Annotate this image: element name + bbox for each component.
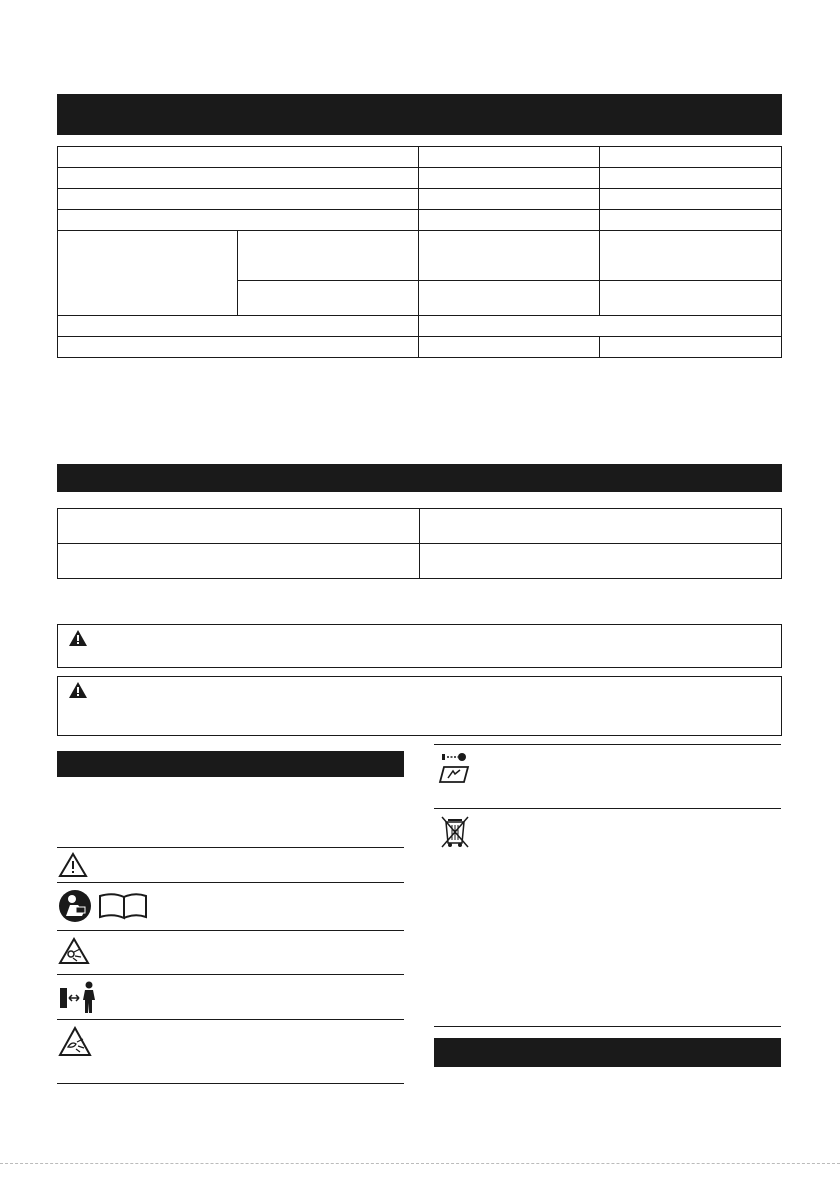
warning-box xyxy=(57,676,782,736)
spec-cell xyxy=(58,210,419,231)
divider xyxy=(57,974,404,975)
applicable-table xyxy=(57,508,782,579)
spec-row xyxy=(58,189,782,210)
spec-cell xyxy=(237,281,418,316)
spec-row xyxy=(58,316,782,337)
spec-cell xyxy=(600,168,782,189)
divider xyxy=(57,1019,404,1020)
spec-cell xyxy=(418,316,782,337)
spec-cell xyxy=(58,231,238,316)
divider xyxy=(57,882,404,883)
table-row xyxy=(58,509,782,544)
warning-triangle-icon xyxy=(68,629,88,647)
spec-cell xyxy=(418,231,600,281)
spec-cell xyxy=(418,281,600,316)
spec-row xyxy=(58,168,782,189)
divider xyxy=(434,744,781,745)
spec-cell xyxy=(418,210,600,231)
divider xyxy=(434,1026,781,1027)
spec-cell xyxy=(600,337,782,358)
spec-cell xyxy=(600,281,782,316)
divider xyxy=(434,808,781,809)
spec-cell xyxy=(600,147,782,168)
spec-cell xyxy=(58,316,419,337)
spec-cell xyxy=(600,189,782,210)
divider xyxy=(57,930,404,931)
divider xyxy=(57,847,404,848)
spec-cell xyxy=(418,147,600,168)
spec-cell xyxy=(418,189,600,210)
page-trim-line xyxy=(0,1163,840,1164)
spec-row xyxy=(58,337,782,358)
spec-cell xyxy=(237,231,418,281)
specifications-header-bar xyxy=(57,94,782,135)
keep-bystanders-away-icon xyxy=(58,980,100,1014)
spec-row xyxy=(58,231,782,281)
flying-debris-icon xyxy=(58,937,90,965)
table-cell xyxy=(419,544,782,579)
table-cell xyxy=(58,509,420,544)
read-manual-icon xyxy=(58,888,148,924)
section-header-bar xyxy=(57,464,782,492)
spec-row xyxy=(58,147,782,168)
spec-cell xyxy=(600,231,782,281)
warning-triangle-icon xyxy=(58,852,88,878)
spec-cell xyxy=(600,210,782,231)
spec-cell xyxy=(58,168,419,189)
eye-hazard-icon xyxy=(58,1026,92,1058)
remove-battery-icon xyxy=(438,751,474,785)
warning-triangle-icon xyxy=(68,681,88,699)
spec-cell xyxy=(58,189,419,210)
section-header-bar xyxy=(434,1038,781,1067)
spec-cell xyxy=(58,337,419,358)
table-row xyxy=(58,544,782,579)
spec-cell xyxy=(418,337,600,358)
table-cell xyxy=(58,544,420,579)
spec-row xyxy=(58,210,782,231)
warning-box xyxy=(57,624,782,668)
divider xyxy=(57,1083,404,1084)
symbols-header-bar xyxy=(57,751,404,777)
specifications-table xyxy=(57,146,782,358)
spec-cell xyxy=(58,147,419,168)
crossed-out-bin-icon xyxy=(440,815,470,849)
table-cell xyxy=(419,509,782,544)
spec-cell xyxy=(418,168,600,189)
